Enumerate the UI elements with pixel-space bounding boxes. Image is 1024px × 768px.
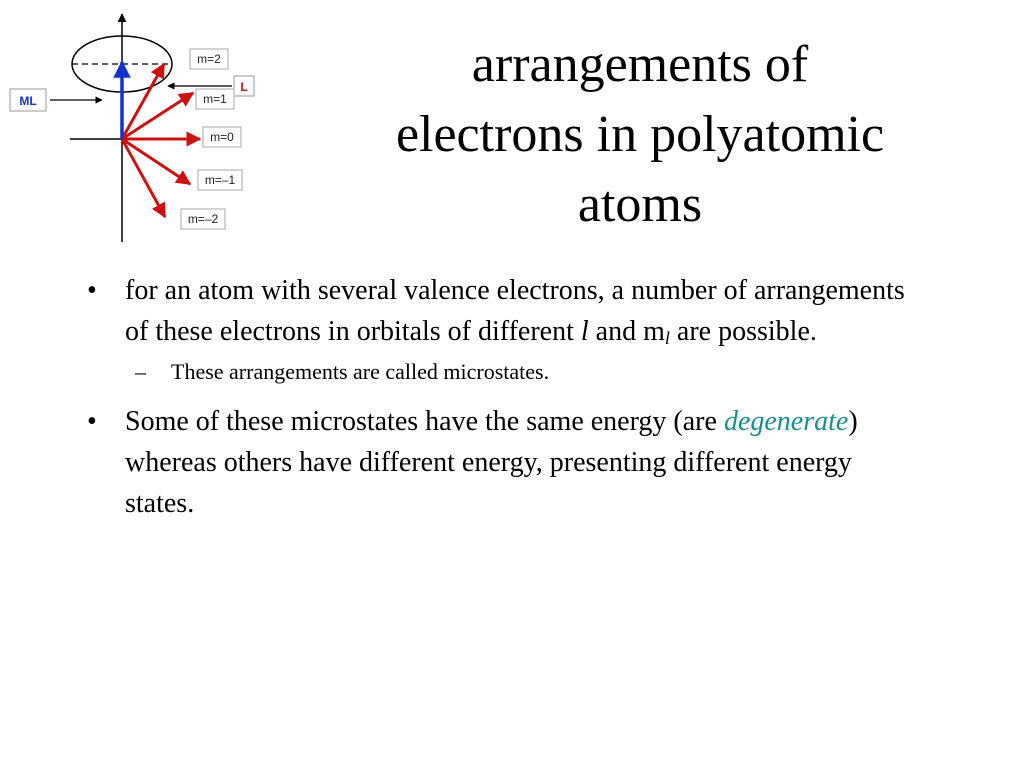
bullet-text: Some of these microstates have the same energy (are [125, 406, 724, 437]
bullet-item [80, 270, 910, 352]
title-line: arrangements of [471, 36, 809, 93]
vector-m-minus-2 [122, 139, 165, 217]
m-label: m=–1 [204, 173, 236, 187]
bullet-text: for an atom with several valence electrons, a number of arrangements of these electrons in orbitals of different [125, 275, 905, 347]
sub-bullet-text: These arrangements are called microstates. [171, 359, 550, 384]
ml-label: ML [19, 94, 37, 108]
bullet-marker: • [87, 406, 97, 437]
l-label: L [240, 80, 248, 94]
bullet-text: are possible. [669, 316, 817, 347]
m-label: m=2 [197, 52, 221, 66]
slide-body [80, 270, 910, 524]
degenerate-term: degenerate [723, 406, 849, 437]
sub-bullet-item [80, 357, 910, 387]
vector-m1 [122, 93, 193, 139]
vector-model-diagram [0, 0, 270, 250]
bullet-text: ) whereas others have different energy, presenting different energy states. [125, 406, 858, 519]
title-line: atoms [577, 176, 703, 233]
title-line: electrons in polyatomic [395, 106, 885, 163]
sub-bullet-marker: – [135, 359, 146, 384]
bullet-marker: • [87, 275, 97, 306]
m-label: m=–2 [187, 212, 219, 226]
subscript-l: l [664, 328, 670, 348]
bullet-item [80, 401, 910, 524]
m-label: m=0 [210, 130, 234, 144]
m-label: m=1 [203, 92, 227, 106]
bullet-text: and m [588, 316, 665, 347]
slide-title [330, 30, 950, 240]
vector-m2 [122, 64, 164, 139]
l-symbol: l [580, 316, 589, 347]
vector-m-minus-1 [122, 139, 190, 184]
